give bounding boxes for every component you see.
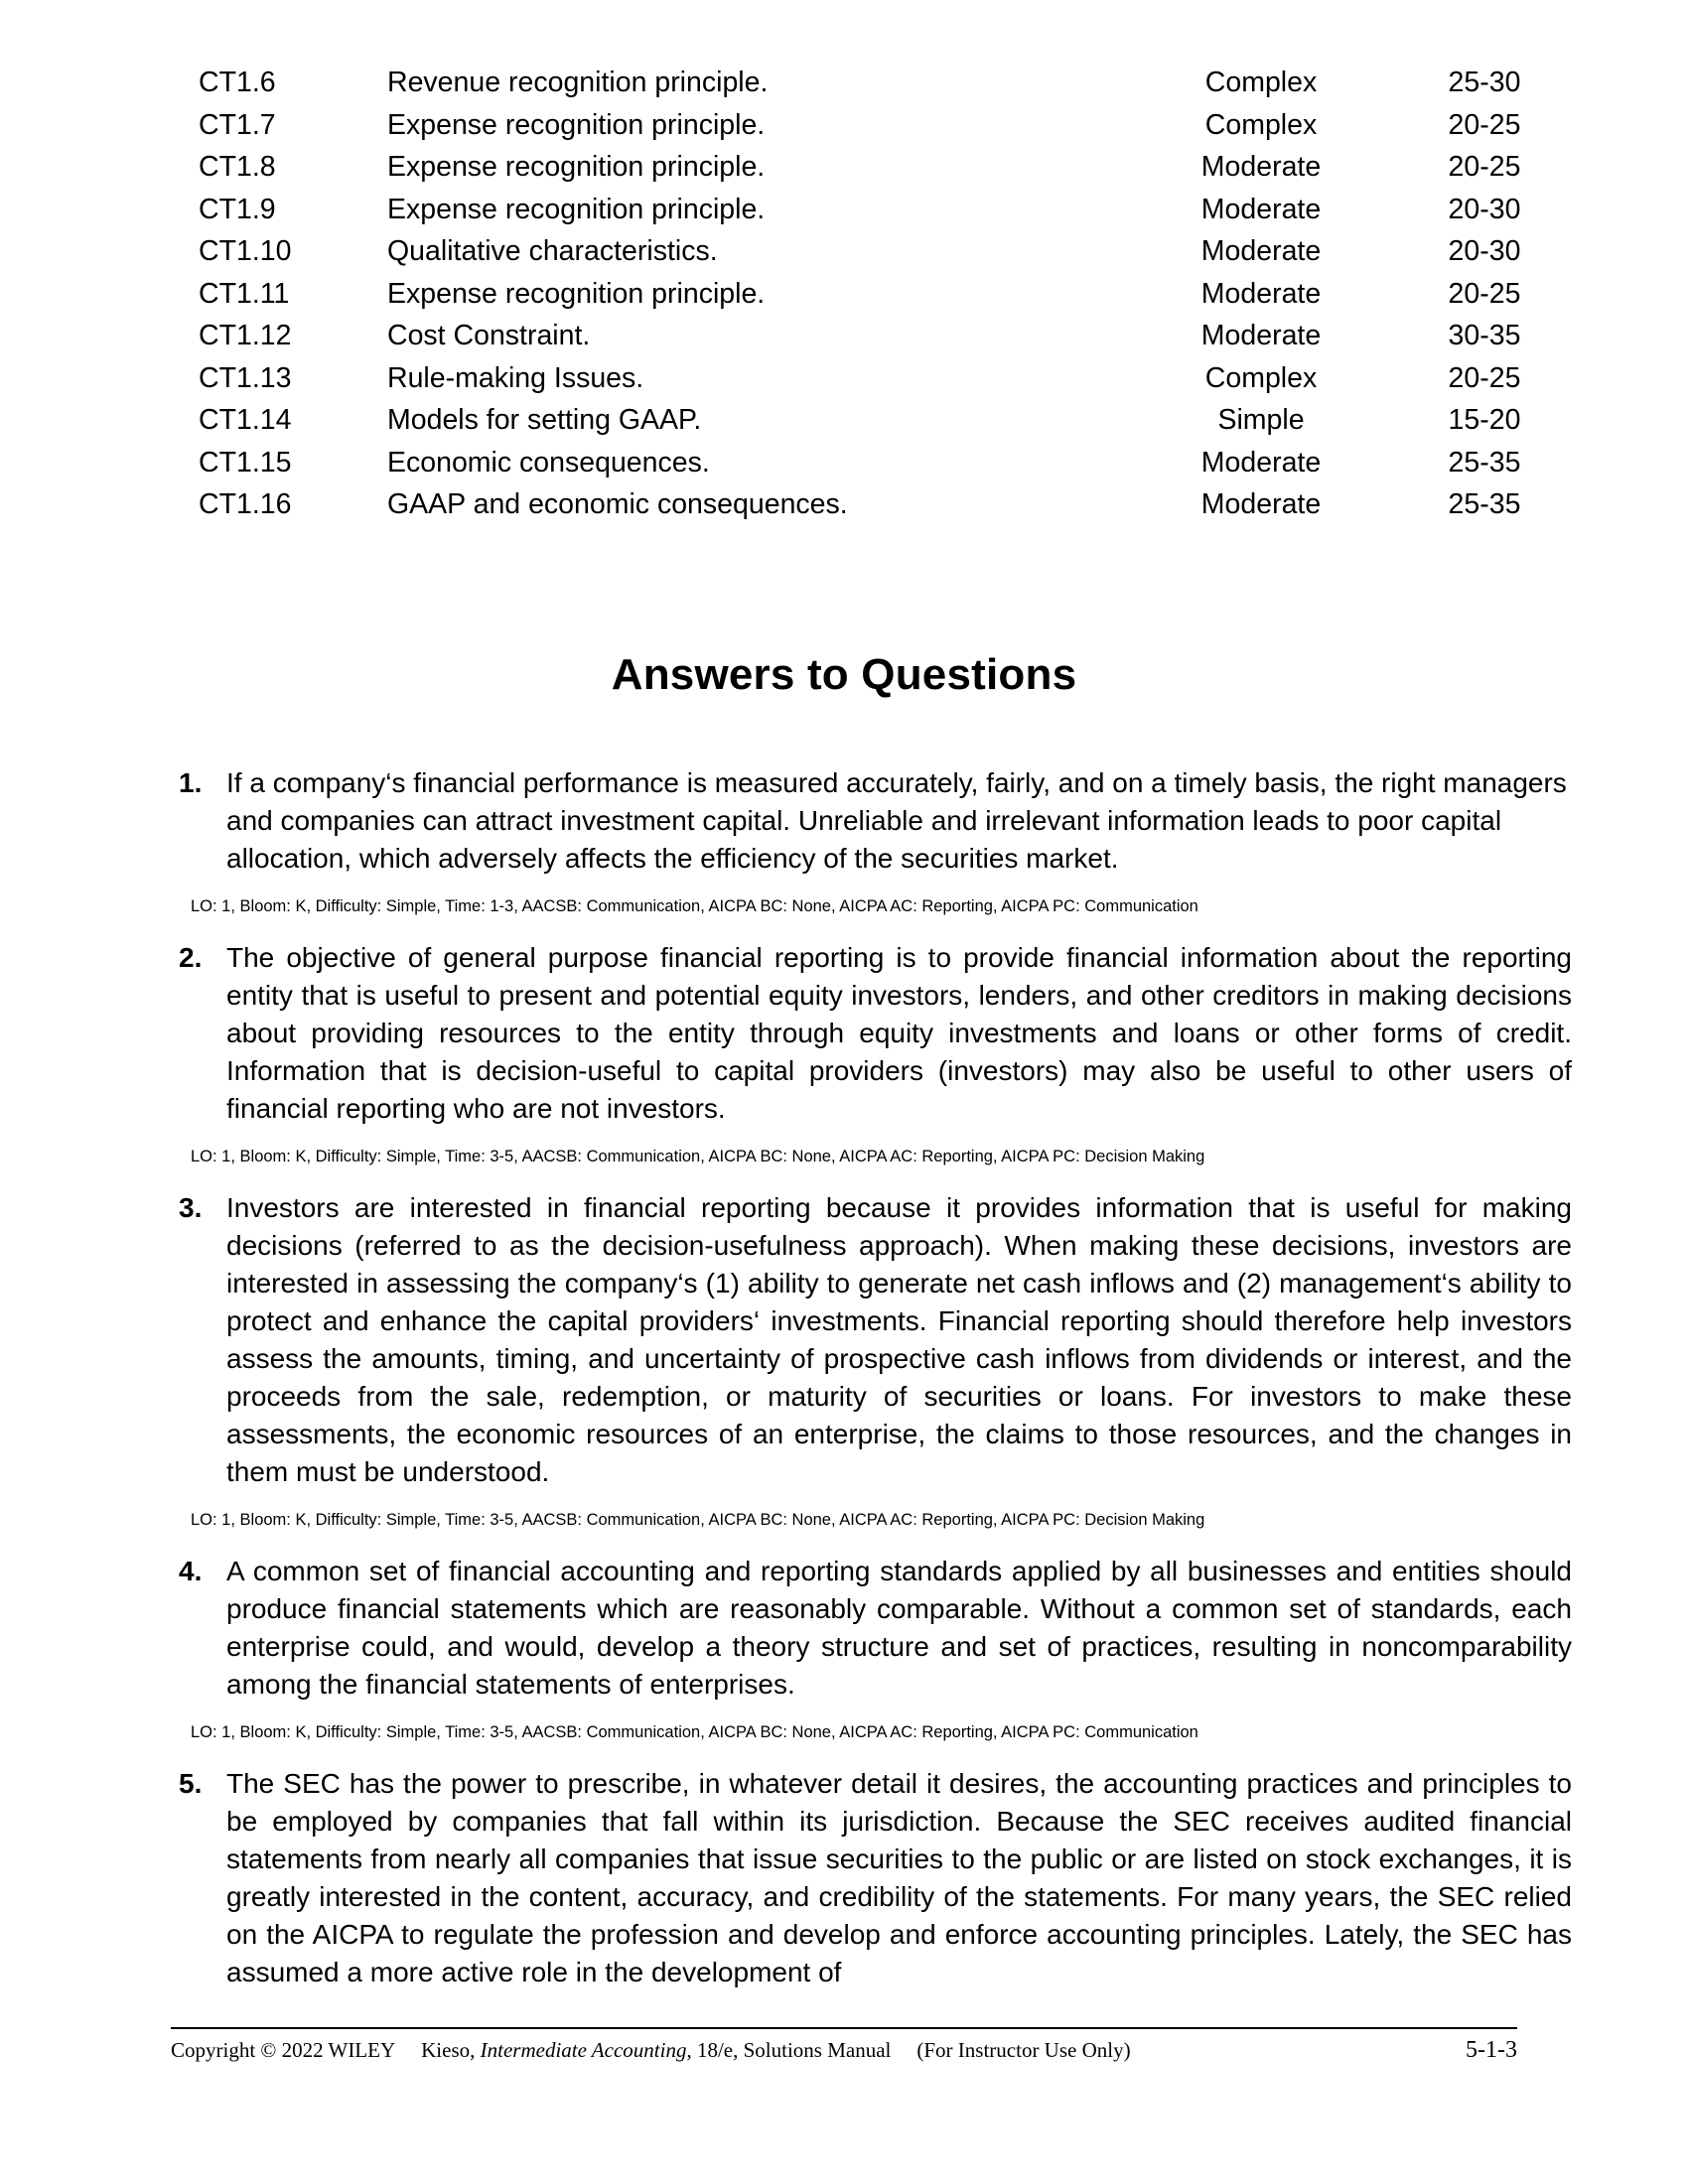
- cell-difficulty: Complex: [1204, 361, 1318, 394]
- cell-difficulty: Moderate: [1200, 193, 1322, 225]
- answer-item: [177, 1765, 1572, 1991]
- cell-difficulty: Moderate: [1200, 235, 1322, 267]
- cell-time: 15-20: [1448, 404, 1521, 436]
- cell-topic: Expense recognition principle.: [387, 193, 766, 225]
- cell-time: 30-35: [1448, 320, 1521, 351]
- footer-copyright: Copyright © 2022 WILEY: [171, 2038, 396, 2062]
- footer-edition: , 18/e, Solutions Manual: [686, 2038, 892, 2062]
- cell-difficulty: Moderate: [1200, 277, 1322, 310]
- cell-time: 20-25: [1448, 151, 1521, 183]
- cell-item: CT1.9: [199, 193, 276, 225]
- cell-item: CT1.16: [199, 488, 292, 520]
- cell-item: CT1.15: [199, 446, 292, 478]
- table-row: [199, 189, 1569, 231]
- answer-text: Investors are interested in financial reporting because it provides information that is useful for making decisions (referred to as the decision-usefulness approach). When making these decisions, investors are interested in assessing the company‘s (1) ability to generate net cash inflows and (2) management‘s ability to protect and enhance the capital providers‘ investments. Financial reporting should therefore help investors assess the amounts, timing, and uncertainty of prospective cash inflows from dividends or interest, and the proceeds from the sale, redemption, or maturity of securities or loans. For investors to make these assessments, the economic resources of an enterprise, the claims to those resources, and the changes in them must be understood.: [226, 1192, 1572, 1487]
- table-body: [199, 62, 1569, 526]
- cell-item: CT1.13: [199, 361, 292, 394]
- answer-metadata: LO: 1, Bloom: K, Difficulty: Simple, Time: 1-3, AACSB: Communication, AICPA BC: None, AICPA AC: Reporting, AICPA PC: Communication: [191, 897, 1198, 915]
- table-row: [199, 104, 1569, 147]
- assignment-characteristics-table: [199, 62, 1569, 526]
- cell-item: CT1.14: [199, 404, 292, 436]
- answer-number: 1.: [179, 767, 203, 798]
- cell-time: 25-30: [1448, 67, 1521, 98]
- table-row: [199, 483, 1569, 526]
- cell-topic: Qualitative characteristics.: [387, 235, 718, 267]
- table-row: [199, 62, 1569, 104]
- cell-difficulty: Moderate: [1200, 320, 1322, 351]
- cell-item: CT1.7: [199, 108, 276, 141]
- answer-metadata: LO: 1, Bloom: K, Difficulty: Simple, Time: 3-5, AACSB: Communication, AICPA BC: None, AICPA AC: Reporting, AICPA PC: Decision Making: [191, 1148, 1205, 1165]
- cell-time: 20-30: [1448, 235, 1521, 267]
- answer-block: [177, 1765, 1572, 1991]
- table-row: [199, 399, 1569, 442]
- answer-text: If a company‘s financial performance is measured accurately, fairly, and on a timely basis, the right managers and companies can attract investment capital. Unreliable and irrelevant information leads to poor capital allocation, which adversely affects the efficiency of the securities market.: [226, 767, 1567, 874]
- cell-topic: Cost Constraint.: [387, 320, 591, 351]
- table-row: [199, 146, 1569, 189]
- answer-text: The objective of general purpose financial reporting is to provide financial information about the reporting entity that is useful to present and potential equity investors, lenders, and other creditors in making decisions about providing resources to the entity through equity investments and loans or other forms of credit. Information that is decision-useful to capital providers (investors) may also be useful to other users of financial reporting who are not investors.: [226, 942, 1572, 1124]
- answer-number: 2.: [179, 942, 203, 973]
- page-footer: [171, 2037, 1517, 2064]
- cell-time: 20-25: [1448, 108, 1521, 141]
- cell-item: CT1.8: [199, 151, 276, 183]
- cell-item: CT1.11: [199, 277, 290, 310]
- cell-difficulty: Simple: [1217, 404, 1305, 436]
- answers-list: [177, 764, 1572, 1991]
- cell-item: CT1.10: [199, 235, 292, 267]
- cell-topic: Expense recognition principle.: [387, 151, 766, 183]
- answer-block: [177, 764, 1572, 917]
- cell-topic: Rule-making Issues.: [387, 361, 644, 394]
- answer-text: The SEC has the power to prescribe, in whatever detail it desires, the accounting practices and principles to be employed by companies that fall within its jurisdiction. Because the SEC receives audited financial statements from nearly all companies that issue securities to the public or are listed on stock exchanges, it is greatly interested in the content, accuracy, and credibility of the statements. For many years, the SEC relied on the AICPA to regulate the profession and develop and enforce accounting principles. Lately, the SEC has assumed a more active role in the development of: [226, 1768, 1572, 1987]
- cell-topic: Expense recognition principle.: [387, 108, 766, 141]
- cell-topic: Economic consequences.: [387, 446, 710, 478]
- answer-item: [177, 1553, 1572, 1704]
- cell-difficulty: Moderate: [1200, 446, 1322, 478]
- cell-time: 20-25: [1448, 277, 1521, 310]
- cell-topic: Models for setting GAAP.: [387, 404, 702, 436]
- answer-number: 3.: [179, 1192, 203, 1223]
- footer-instructor-note: (For Instructor Use Only): [916, 2038, 1131, 2062]
- cell-difficulty: Complex: [1204, 108, 1318, 141]
- cell-time: 25-35: [1448, 446, 1521, 478]
- table-row: [199, 230, 1569, 273]
- cell-topic: Revenue recognition principle.: [387, 67, 769, 98]
- footer-book-title: Intermediate Accounting: [480, 2038, 687, 2062]
- answer-block: [177, 939, 1572, 1167]
- cell-difficulty: Moderate: [1200, 151, 1322, 183]
- cell-time: 20-30: [1448, 193, 1521, 225]
- cell-difficulty: Moderate: [1200, 488, 1322, 520]
- cell-time: 25-35: [1448, 488, 1521, 520]
- table-row: [199, 273, 1569, 316]
- cell-topic: Expense recognition principle.: [387, 277, 766, 310]
- footer-author: Kieso,: [421, 2038, 476, 2062]
- table-row: [199, 357, 1569, 400]
- footer-citation: [171, 2038, 1131, 2063]
- answer-item: [177, 764, 1572, 878]
- answer-block: [177, 1189, 1572, 1531]
- footer-page-number: 5-1-3: [1466, 2037, 1517, 2063]
- table-row: [199, 315, 1569, 357]
- answer-item: [177, 939, 1572, 1128]
- answer-metadata: LO: 1, Bloom: K, Difficulty: Simple, Time: 3-5, AACSB: Communication, AICPA BC: None, AICPA AC: Reporting, AICPA PC: Communication: [191, 1723, 1198, 1741]
- cell-item: CT1.6: [199, 67, 276, 98]
- answer-number: 5.: [179, 1768, 203, 1799]
- answer-number: 4.: [179, 1556, 203, 1586]
- cell-difficulty: Complex: [1204, 67, 1318, 98]
- answer-block: [177, 1553, 1572, 1743]
- answer-metadata: LO: 1, Bloom: K, Difficulty: Simple, Time: 3-5, AACSB: Communication, AICPA BC: None, AICPA AC: Reporting, AICPA PC: Decision Making: [191, 1511, 1205, 1529]
- cell-item: CT1.12: [199, 320, 292, 351]
- table-row: [199, 442, 1569, 484]
- answer-text: A common set of financial accounting and reporting standards applied by all businesses and entities should produce financial statements which are reasonably comparable. Without a common set of standards, each enterprise could, and would, develop a theory structure and set of practices, resulting in noncomparability among the financial statements of enterprises.: [226, 1556, 1572, 1700]
- footer-divider: [171, 2027, 1517, 2029]
- section-heading: Answers to Questions: [611, 650, 1077, 699]
- cell-time: 20-25: [1448, 361, 1521, 394]
- answer-item: [177, 1189, 1572, 1491]
- cell-topic: GAAP and economic consequences.: [387, 488, 848, 520]
